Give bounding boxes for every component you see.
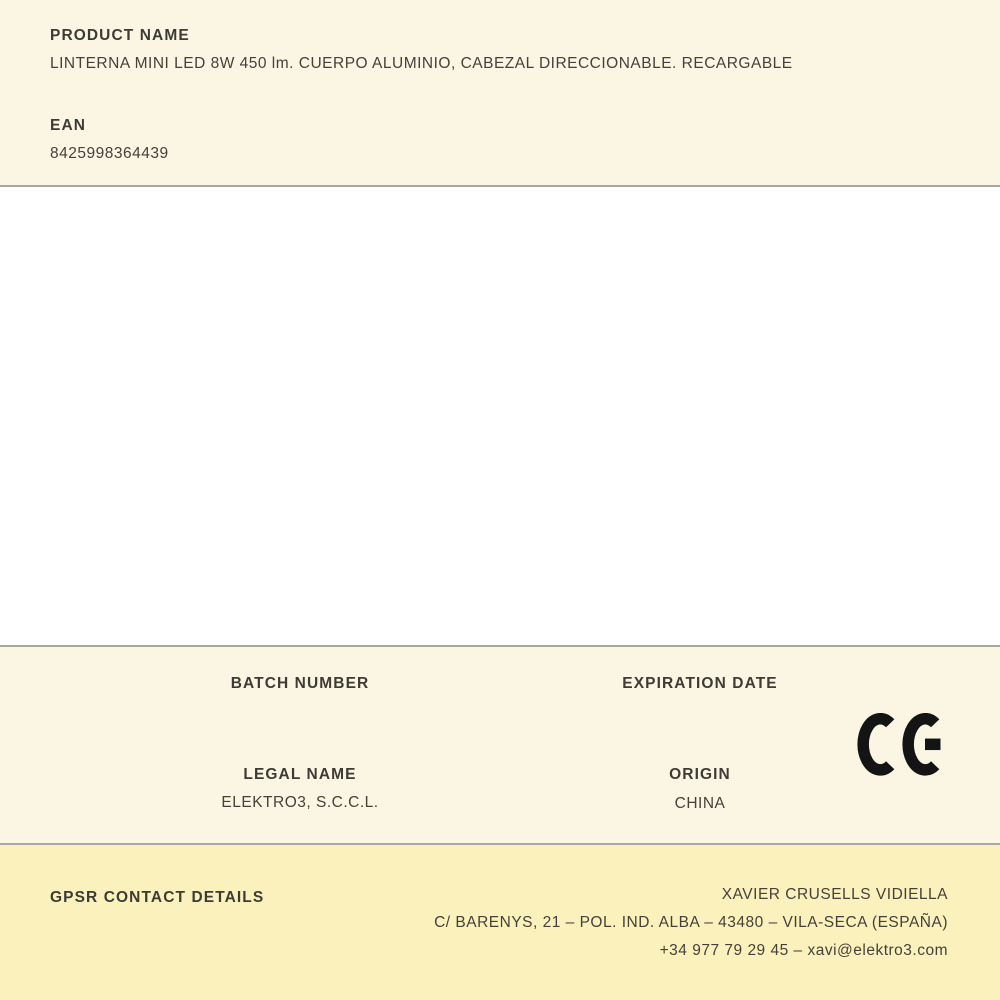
origin-label: ORIGIN xyxy=(669,766,731,783)
ean-value: 8425998364439 xyxy=(50,145,169,162)
ean-label: EAN xyxy=(50,117,87,134)
expiration-date-label: EXPIRATION DATE xyxy=(622,675,778,692)
gpsr-contact-section xyxy=(0,843,1000,1000)
legal-name-value: ELEKTRO3, S.C.C.L. xyxy=(221,794,379,811)
legal-name-label: LEGAL NAME xyxy=(243,766,357,783)
expiration-date-blank xyxy=(500,702,900,757)
gpsr-contact-address: C/ BARENYS, 21 – POL. IND. ALBA – 43480 – VILA-SECA (ESPAÑA) xyxy=(434,914,948,931)
gpsr-contact-block xyxy=(434,881,948,965)
ce-mark-icon xyxy=(857,713,942,776)
product-name-label: PRODUCT NAME xyxy=(50,27,190,44)
blank-writing-area xyxy=(0,187,1000,645)
batch-number-label: BATCH NUMBER xyxy=(230,675,370,692)
gpsr-contact-phone-email: +34 977 79 29 45 – xavi@elektro3.com xyxy=(659,942,948,959)
gpsr-contact-title: GPSR CONTACT DETAILS xyxy=(50,889,265,906)
origin-value: CHINA xyxy=(674,795,726,812)
batch-origin-section xyxy=(0,645,1000,843)
product-name-value: LINTERNA MINI LED 8W 450 lm. CUERPO ALUMINIO, CABEZAL DIRECCIONABLE. RECARGABLE xyxy=(50,55,793,72)
batch-number-blank xyxy=(100,702,500,757)
product-info-section xyxy=(0,0,1000,187)
gpsr-contact-person: XAVIER CRUSELLS VIDIELLA xyxy=(721,886,948,903)
